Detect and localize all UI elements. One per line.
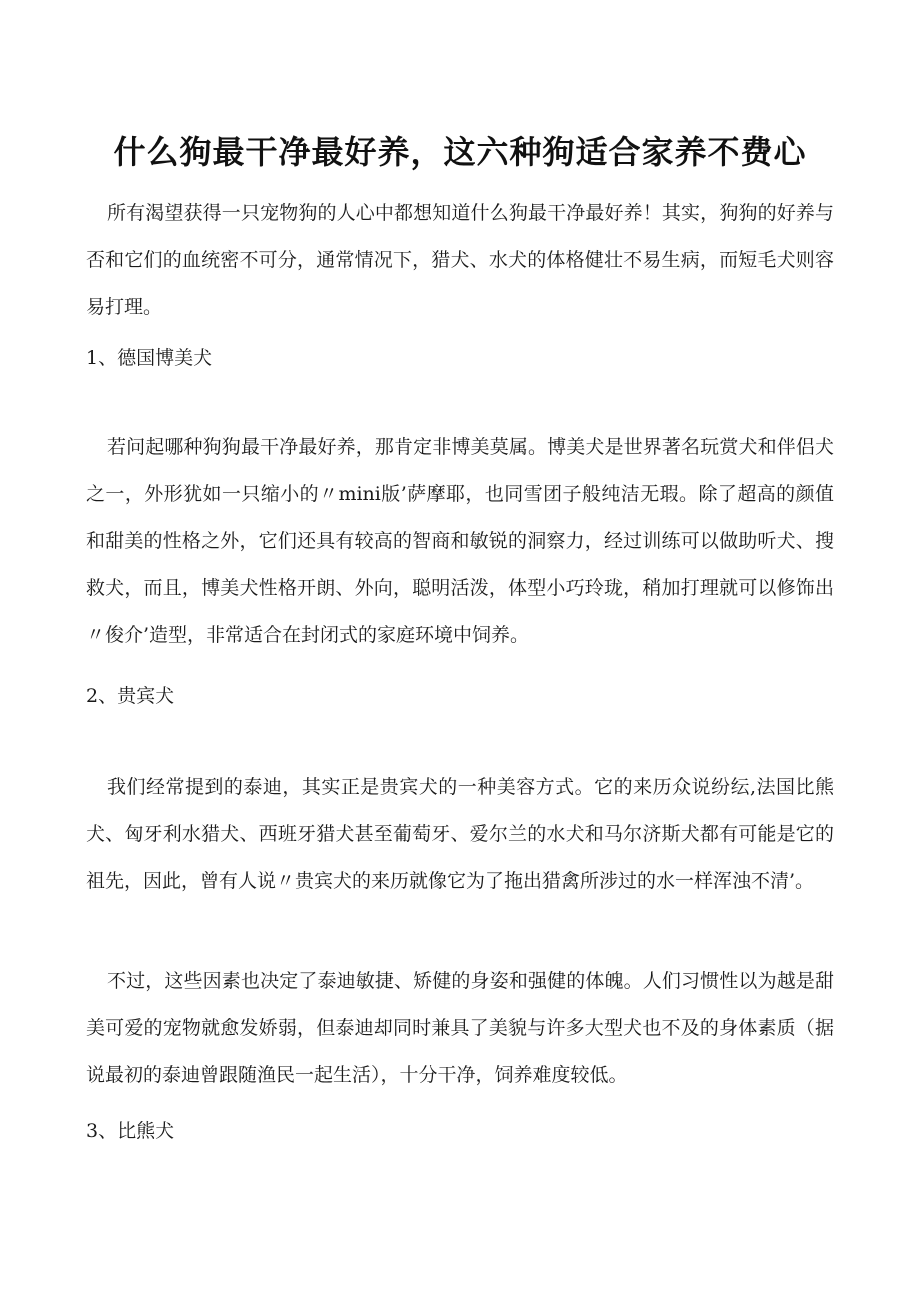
section-2-paragraph-1: 我们经常提到的泰迪，其实正是贵宾犬的一种美容方式。它的来历众说纷纭,法国比熊犬、匈牙利水猎犬、西班牙猎犬甚至葡萄牙、爱尔兰的水犬和马尔济斯犬都有可能是它的祖先，因此，曾有人说〃贵宾犬的来历就像它为了拖出猎禽所涉过的水一样浑浊不清’。 — [86, 776, 834, 892]
intro-paragraph: 所有渴望获得一只宠物狗的人心中都想知道什么狗最干净最好养！其实，狗狗的好养与否和它们的血统密不可分，通常情况下，猎犬、水犬的体格健壮不易生病，而短毛犬则容易打理。 — [86, 202, 834, 318]
section-2-paragraph-2: 不过，这些因素也决定了泰迪敏捷、矫健的身姿和强健的体魄。人们习惯性以为越是甜美可爱的宠物就愈发娇弱，但泰迪却同时兼具了美貌与许多大型犬也不及的身体素质（据说最初的泰迪曾跟随渔民一起生活），十分干净，饲养难度较低。 — [86, 970, 834, 1086]
section-heading-2: 2、贵宾犬 — [86, 685, 175, 707]
page-title: 什么狗最干净最好养，这六种狗适合家养不费心 — [113, 133, 807, 171]
section-heading-1: 1、德国博美犬 — [86, 347, 213, 369]
section-heading-3: 3、比熊犬 — [86, 1120, 175, 1142]
section-1-paragraph-1: 若问起哪种狗狗最干净最好养，那肯定非博美莫属。博美犬是世界著名玩赏犬和伴侣犬之一，外形犹如一只缩小的〃mini版’萨摩耶，也同雪团子般纯洁无瑕。除了超高的颜值和甜美的性格之外，它们还具有较高的智商和敏锐的洞察力，经过训练可以做助听犬、搜救犬，而且，博美犬性格开朗、外向，聪明活泼，体型小巧玲珑，稍加打理就可以修饰出〃俊介’造型，非常适合在封闭式的家庭环境中饲养。 — [86, 436, 834, 646]
